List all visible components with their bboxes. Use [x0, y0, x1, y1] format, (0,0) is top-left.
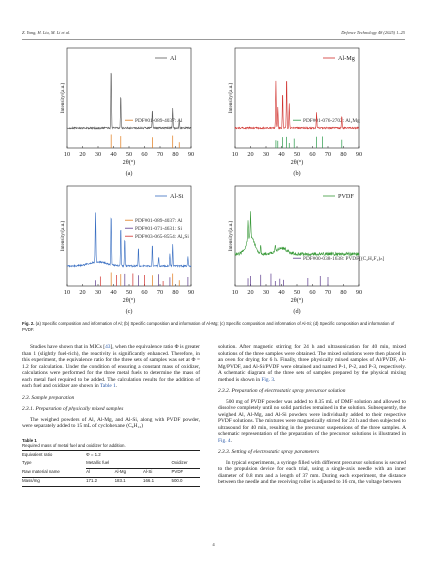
table-cell: PVDF: [171, 469, 184, 475]
x-tick-label: 70: [324, 151, 332, 158]
table-cell: Al-Si: [143, 469, 153, 475]
x-tick-label: 40: [110, 289, 117, 296]
paragraph: The weighed powders of Al, Al-Mg, and Al-Si, along with PVDF powder, were separately added to 15 mL of cyclohexane (C₆H₁₂): [22, 416, 200, 429]
x-axis-label: 2θ(°): [290, 159, 304, 166]
x-tick-label: 90: [355, 289, 363, 296]
table-cell: 183.1: [115, 477, 143, 486]
text: ], when the equivalence ratio Φ is greater than 1 (slightly fuel-rich), the reactivity is significantly enhanced. Therefore, in this experiment, the equivalence ratio for the three sets of samples was set at Φ = 1.2 for calculation. Under the condition of ensuring a constant mass of oxidizer, calculations were performed for the three metal fuels to determine the mass of each metal fuel required to be added. The calculation results for the addition of each fuel and oxidizer are shown in: [22, 344, 200, 389]
x-tick-label: 10: [231, 289, 239, 296]
x-tick-label: 90: [355, 151, 363, 158]
panel-label: (c): [125, 308, 133, 315]
sample-legend-label: PVDF: [338, 193, 354, 200]
sample-legend-label: Al-Si: [170, 193, 184, 200]
figure-caption-label: Fig. 2.: [22, 321, 35, 326]
mass-table: [22, 450, 200, 486]
plot-frame: [235, 186, 359, 286]
subsection-heading: 2.3.2. Preparation of electrostatic spray precursor solution: [218, 388, 346, 394]
x-tick-label: 30: [262, 289, 270, 296]
x-tick-label: 60: [309, 289, 316, 296]
table-caption: [22, 438, 200, 449]
reference-legend-label: PDF#03-065-8554: Al₂Si: [135, 234, 189, 240]
x-tick-label: 60: [141, 289, 148, 296]
text: .: [230, 437, 232, 444]
x-tick-label: 80: [172, 151, 179, 158]
x-tick-label: 60: [309, 151, 316, 158]
table-title: Table 1: [22, 437, 37, 443]
table-cell: 500.0: [172, 477, 201, 486]
xrd-panel-a: [60, 44, 210, 179]
section-heading: 2.3. Sample preparation: [22, 394, 75, 401]
subsection-heading: 2.3.1. Preparation of physically mixed samples: [22, 406, 124, 412]
table-cell: Oxidizer: [172, 459, 201, 468]
paragraph: [22, 344, 200, 390]
panel-label: (a): [125, 170, 133, 177]
running-header-authors: Z. Yang, H. Liu, M. Li et al.: [22, 30, 71, 35]
text: Studies have shown that in MICs [: [30, 344, 106, 350]
table-cell: 171.2: [86, 477, 114, 486]
table-cell: Raw material name: [22, 469, 60, 475]
y-axis-label: Intensity/(a.u.): [60, 82, 66, 114]
x-axis-label: 2θ(°): [122, 159, 136, 166]
x-tick-label: 70: [324, 289, 332, 296]
x-tick-label: 20: [79, 289, 86, 296]
x-tick-label: 10: [63, 151, 71, 158]
header-rule: [22, 39, 405, 40]
table-subtitle: Required mass of metal fuel and oxidizer for addition.: [22, 442, 126, 448]
x-tick-label: 10: [231, 151, 239, 158]
reference-legend-label: PDF#01-076-2702: Al₂Mg: [303, 118, 360, 124]
x-tick-label: 50: [293, 289, 301, 296]
citation-link[interactable]: 43: [105, 344, 111, 350]
text: 500 mg of PVDF powder was added to 8.35 mL of DMF solution and allowed to dissolve completely until no solid particles remained in the solution. Subsequently, the weighed Al, Al-Mg, and Al-Si powders were individually added to their respective PVDF solutions. The mixtures were magnetically stirred for 24 h and then subjected to ultrasound for 40 min, resulting in the precursor suspensions of the three samples. A schematic representation of the preparation of the precursor solutions is illustrated in: [218, 398, 406, 437]
x-tick-label: 50: [125, 289, 133, 296]
xrd-panel-c: [60, 182, 210, 317]
text: solution. After magnetic stirring for 24 h and ultrasonication for 40 min, mixed solutions of the three samples were obtained. The mixed solutions were then placed in an oven for drying for 6 h. Finally, three physically mixed samples of Al/PVDF, Al-Mg/PVDF, and Al-Si/PVDF were obtained and named P-1, P-2, and P-3, respectively. A schematic diagram of the three sets of samples prepared by the physical mixing method is shown in: [218, 344, 406, 383]
table-row: [22, 451, 200, 460]
figure-link[interactable]: Fig. 4: [218, 437, 231, 444]
x-tick-label: 60: [141, 151, 148, 158]
xrd-panel-d: [228, 182, 385, 317]
reference-legend-label: PDF#00-038-1638: PVDF[(C₂H₂F₂)ₙ]: [303, 256, 385, 262]
x-tick-label: 90: [187, 289, 195, 296]
left-column: [22, 344, 200, 487]
x-tick-label: 20: [247, 151, 254, 158]
x-tick-label: 80: [172, 289, 179, 296]
table-cell: Al: [86, 469, 90, 475]
y-axis-label: Intensity/(a.u.): [228, 82, 234, 114]
table-cell: Mass/mg: [22, 477, 86, 486]
reference-legend-label: PDF#01-089-4037: Al: [135, 118, 183, 124]
x-tick-label: 40: [278, 289, 285, 296]
xrd-panel-b: [228, 44, 378, 179]
y-axis-label: Intensity/(a.u.): [60, 220, 66, 252]
plot-frame: [235, 48, 359, 148]
sample-legend-label: Al-Mg: [338, 55, 355, 62]
x-tick-label: 50: [293, 151, 301, 158]
x-tick-label: 90: [187, 151, 195, 158]
x-tick-label: 70: [156, 151, 164, 158]
x-axis-label: 2θ(°): [122, 297, 136, 304]
x-tick-label: 30: [94, 151, 102, 158]
x-tick-label: 80: [340, 151, 347, 158]
paragraph: [218, 399, 406, 445]
x-tick-label: 40: [110, 151, 117, 158]
figure-link[interactable]: Fig. 3: [261, 376, 275, 383]
text: .: [115, 383, 118, 389]
x-tick-label: 80: [340, 289, 347, 296]
table-cell: Metallic fuel: [86, 459, 171, 468]
reference-legend-label: PDF#01-071-4631: Si: [135, 226, 182, 232]
panel-label: (b): [293, 170, 301, 177]
x-tick-label: 10: [63, 289, 71, 296]
table-cell: Equivalent ratio: [22, 451, 86, 460]
x-tick-label: 50: [125, 151, 133, 158]
table-row: [22, 459, 200, 468]
figure-caption: [22, 321, 406, 333]
table-cell: Al-Mg: [114, 469, 127, 475]
x-tick-label: 30: [262, 151, 270, 158]
paragraph: [218, 344, 406, 383]
table-cell: 166.1: [143, 477, 171, 486]
right-column: [218, 344, 406, 490]
table-cell: Type: [22, 460, 32, 466]
table-row: [22, 477, 200, 486]
sample-legend-label: Al: [170, 55, 177, 62]
running-header-journal: Defence Technology 48 (2025) 1–25: [341, 30, 405, 35]
paragraph: In typical experiments, a syringe filled with different precursor solutions is secured to the propulsion device for each trial, using a single-axis needle with an inner diameter of 0.8 mm and a length of 37 mm. During each experiment, the distance between the needle and the receiving roller is adjusted to 16 cm, the voltage between: [218, 459, 406, 485]
x-tick-label: 20: [79, 151, 86, 158]
x-tick-label: 20: [247, 289, 254, 296]
table-row: [22, 468, 200, 477]
table-cell: Φ = 1.2: [86, 451, 200, 460]
reference-legend-label: PDF#01-089-4037: Al: [135, 218, 183, 224]
table-link[interactable]: Table 1: [99, 383, 116, 389]
subsection-heading: 2.3.3. Setting of electrostatic spray parameters: [218, 449, 320, 455]
page-number: 4: [212, 542, 215, 547]
figure-caption-text: (a) Specific composition and information of Al; (b) Specific composition and information of Al-Mg; (c) Specific composition and information of Al-Si; (d) Specific composition and information of PVDF.: [22, 321, 395, 332]
x-tick-label: 30: [94, 289, 102, 296]
y-axis-label: Intensity/(a.u.): [228, 220, 234, 252]
text: .: [274, 376, 276, 383]
xrd-trace: [235, 211, 359, 255]
x-tick-label: 40: [278, 151, 285, 158]
x-tick-label: 70: [156, 289, 164, 296]
plot-frame: [67, 48, 191, 148]
panel-label: (d): [293, 308, 301, 315]
x-axis-label: 2θ(°): [290, 297, 304, 304]
